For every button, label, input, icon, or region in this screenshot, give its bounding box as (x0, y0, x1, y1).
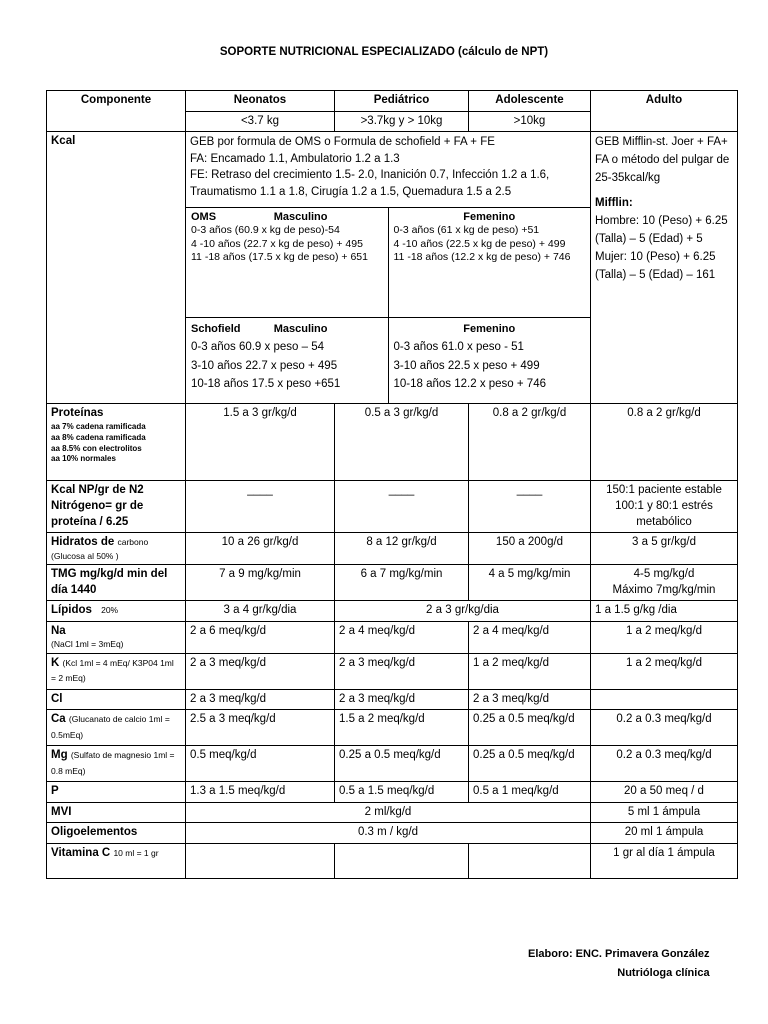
hidratos-row (47, 533, 738, 565)
na-neo: 2 a 6 meq/kg/d (186, 621, 335, 653)
header-adolescente: Adolescente (469, 91, 591, 112)
kcalnp-ado: ____ (469, 481, 591, 533)
oms-f-2: 4 -10 años (22.5 x kg de peso) + 499 (393, 237, 566, 250)
footer-line-2: Nutrióloga clínica (617, 966, 710, 979)
proteinas-note-1: aa 7% cadena ramificada (51, 422, 146, 431)
mg-neo: 0.5 meq/kg/d (186, 746, 335, 782)
header-pediatrico: Pediátrico (335, 91, 469, 112)
oms-femenino-label: Femenino (463, 210, 516, 223)
proteinas-note-4: aa 10% normales (51, 454, 116, 464)
hidratos-label-cell (47, 533, 186, 565)
cl-ped: 2 a 3 meq/kg/d (335, 689, 469, 710)
kcalnp-ped: ____ (335, 481, 469, 533)
p-ped: 0.5 a 1.5 meq/kg/d (335, 782, 469, 803)
ca-neo: 2.5 a 3 meq/kg/d (186, 710, 335, 746)
oms-f-1: 0-3 años (61 x kg de peso) +51 (393, 224, 540, 237)
header-componente: Componente (47, 91, 186, 132)
na-ped: 2 a 4 meq/kg/d (335, 621, 469, 653)
cl-adu (591, 689, 738, 710)
vitc-ped (335, 843, 469, 878)
proteinas-ped: 0.5 a 3 gr/kg/d (335, 404, 469, 481)
sch-f-2: 3-10 años 22.5 x peso + 499 (393, 359, 540, 372)
oms-f-3: 11 -18 años (12.2 x kg de peso) + 746 (393, 250, 571, 263)
schofield-label: Schofield (191, 322, 241, 335)
hidratos-label: Hidratos de (51, 536, 115, 549)
p-neo: 1.3 a 1.5 meq/kg/d (186, 782, 335, 803)
sch-f-1: 0-3 años 61.0 x peso - 51 (393, 341, 524, 354)
proteinas-adu: 0.8 a 2 gr/kg/d (591, 404, 738, 481)
proteinas-note-3: aa 8.5% con electrolitos (51, 443, 142, 453)
mg-note: (Sulfato de magnesio 1ml = 0.8 mEq) (51, 750, 175, 776)
k-label: K (51, 656, 60, 669)
cl-neo: 2 a 3 meq/kg/d (186, 689, 335, 710)
oms-masculino (186, 207, 388, 317)
sch-f-3: 10-18 años 12.2 x peso + 746 (393, 378, 546, 391)
kcal-adulto (591, 132, 738, 404)
proteinas-note-2: aa 8% cadena ramificada (51, 432, 146, 442)
vitc-row (47, 843, 738, 878)
tmg-neo: 7 a 9 mg/kg/min (186, 565, 335, 601)
lipidos-row (47, 601, 738, 622)
proteinas-neo: 1.5 a 3 gr/kg/d (186, 404, 335, 481)
oligo-row (47, 823, 738, 844)
kcalnp-label: Kcal NP/gr de N2 Nitrógeno= gr de proteína / 6.25 (47, 481, 186, 533)
proteinas-label-cell (47, 404, 186, 481)
na-row (47, 621, 738, 653)
na-note: (NaCl 1ml = 3mEq) (51, 639, 124, 650)
lipidos-pedado: 2 a 3 gr/kg/dia (335, 601, 591, 622)
ca-note: (Glucanato de calcio 1ml = 0.5mEq) (51, 714, 170, 740)
kcalnp-neo: ____ (186, 481, 335, 533)
k-row (47, 653, 738, 689)
oms-m-1: 0-3 años (60.9 x kg de peso)-54 (191, 224, 340, 237)
ca-label-cell (47, 710, 186, 746)
oms-femenino (388, 207, 590, 317)
sch-femenino-label: Femenino (463, 322, 516, 335)
header-row (47, 91, 738, 112)
sch-m-1: 0-3 años 60.9 x peso – 54 (191, 341, 324, 354)
ca-ped: 1.5 a 2 meq/kg/d (335, 710, 469, 746)
vitc-label: Vitamina C (51, 846, 111, 859)
k-label-cell (47, 653, 186, 689)
hidratos-label-small: carbono (117, 537, 149, 548)
ca-row (47, 710, 738, 746)
kcal-adult-mujer: Mujer: 10 (Peso) + 6.25 (Talla) – 5 (Edad) – 161 (595, 250, 716, 281)
oligo-mid: 0.3 m / kg/d (186, 823, 591, 844)
mvi-mid: 2 ml/kg/d (186, 802, 591, 823)
lipidos-neo: 3 a 4 gr/kg/dia (186, 601, 335, 622)
kcal-line-3: FE: Retraso del crecimiento 1.5- 2.0, Inanición 0.7, Infección 1.2 a 1.6, Traumatismo 1.1 a 1.8, Cirugía 1.2 a 1.5, Quemadura 1.5 a 2.5 (190, 169, 550, 199)
kcal-adult-hombre: Hombre: 10 (Peso) + 6.25 (Talla) – 5 (Edad) + 5 (595, 215, 728, 246)
k-ped: 2 a 3 meq/kg/d (335, 653, 469, 689)
header-adulto: Adulto (591, 91, 738, 132)
k-adu: 1 a 2 meq/kg/d (591, 653, 738, 689)
oms-masculino-label: Masculino (273, 210, 328, 223)
cl-ado: 2 a 3 meq/kg/d (469, 689, 591, 710)
kcal-line-1: GEB por formula de OMS o Formula de schofield + FA + FE (190, 136, 495, 149)
page-title: SOPORTE NUTRICIONAL ESPECIALIZADO (cálculo de NPT) (219, 46, 549, 58)
lipidos-adu: 1 a 1.5 g/kg /dia (591, 601, 738, 622)
schofield-femenino (388, 317, 590, 403)
tmg-ado: 4 a 5 mg/kg/min (469, 565, 591, 601)
hidratos-adu: 3 a 5 gr/kg/d (591, 533, 738, 565)
hidratos-note: (Glucosa al 50% ) (51, 550, 119, 561)
kcalnp-row (47, 481, 738, 533)
vitc-label-cell (47, 843, 186, 878)
p-label: P (47, 782, 186, 803)
cl-row (47, 689, 738, 710)
tmg-adu-2: Máximo 7mg/kg/min (612, 583, 716, 596)
kcal-label: Kcal (47, 132, 186, 404)
oms-table (186, 207, 590, 404)
na-ado: 2 a 4 meq/kg/d (469, 621, 591, 653)
p-row (47, 782, 738, 803)
tmg-label: TMG mg/kg/d min del día 1440 (47, 565, 186, 601)
kcalnp-adu: 150:1 paciente estable 100:1 y 80:1 estrés metabólico (591, 481, 738, 533)
lipidos-label-cell (47, 601, 186, 622)
vitc-note: 10 ml = 1 gr (113, 847, 159, 858)
oms-m-2: 4 -10 años (22.7 x kg de peso) + 495 (191, 237, 363, 250)
npt-table (46, 90, 738, 879)
kcal-adult-1: GEB Mifflin-st. Joer + FA+ FA o método del pulgar de 25-35kcal/kg (595, 136, 730, 184)
proteinas-row (47, 404, 738, 481)
oligo-adu: 20 ml 1 ámpula (591, 823, 738, 844)
kcal-line-2: FA: Encamado 1.1, Ambulatorio 1.2 a 1.3 (190, 152, 400, 165)
footer-line-1: Elaboro: ENC. Primavera González (528, 948, 710, 960)
schofield-masculino (186, 317, 388, 403)
tmg-row (47, 565, 738, 601)
hidratos-neo: 10 a 26 gr/kg/d (186, 533, 335, 565)
oms-label: OMS (191, 210, 217, 223)
footer-signature (528, 945, 710, 982)
ca-label: Ca (51, 713, 66, 726)
tmg-ped: 6 a 7 mg/kg/min (335, 565, 469, 601)
kcal-adult-mifflin: Mifflin: (595, 197, 633, 210)
sch-m-2: 3-10 años 22.7 x peso + 495 (191, 359, 338, 372)
mvi-label: MVI (47, 802, 186, 823)
hidratos-ado: 150 a 200g/d (469, 533, 591, 565)
mvi-row (47, 802, 738, 823)
kcal-formulas (186, 132, 591, 404)
mg-ado: 0.25 a 0.5 meq/kg/d (469, 746, 591, 782)
oligo-label: Oligoelementos (47, 823, 186, 844)
kcal-row (47, 132, 738, 404)
sch-masculino-label: Masculino (273, 322, 328, 335)
p-adu: 20 a 50 meq / d (591, 782, 738, 803)
weight-neonatos: <3.7 kg (186, 111, 335, 132)
k-note: (Kcl 1ml = 4 mEq/ K3P04 1ml = 2 mEq) (51, 657, 174, 684)
mg-label: Mg (51, 749, 68, 762)
vitc-neo (186, 843, 335, 878)
oms-m-3: 11 -18 años (17.5 x kg de peso) + 651 (191, 250, 368, 263)
header-neonatos: Neonatos (186, 91, 335, 112)
k-neo: 2 a 3 meq/kg/d (186, 653, 335, 689)
mg-adu: 0.2 a 0.3 meq/kg/d (591, 746, 738, 782)
ca-adu: 0.2 a 0.3 meq/kg/d (591, 710, 738, 746)
hidratos-ped: 8 a 12 gr/kg/d (335, 533, 469, 565)
tmg-adu-cell (591, 565, 738, 601)
tmg-adu-1: 4-5 mg/kg/d (633, 568, 695, 581)
lipidos-pct: 20% (101, 605, 119, 616)
mvi-adu: 5 ml 1 ámpula (591, 802, 738, 823)
proteinas-ado: 0.8 a 2 gr/kg/d (469, 404, 591, 481)
weight-pediatrico: >3.7kg y > 10kg (335, 111, 469, 132)
mg-ped: 0.25 a 0.5 meq/kg/d (335, 746, 469, 782)
mg-row (47, 746, 738, 782)
ca-ado: 0.25 a 0.5 meq/kg/d (469, 710, 591, 746)
na-label-cell (47, 621, 186, 653)
vitc-ado (469, 843, 591, 878)
sch-m-3: 10-18 años 17.5 x peso +651 (191, 378, 341, 391)
mg-label-cell (47, 746, 186, 782)
k-ado: 1 a 2 meq/kg/d (469, 653, 591, 689)
vitc-adu: 1 gr al día 1 ámpula (591, 843, 738, 878)
lipidos-label: Lípidos (51, 604, 92, 617)
proteinas-label: Proteínas (51, 407, 104, 420)
weight-adolescente: >10kg (469, 111, 591, 132)
p-ado: 0.5 a 1 meq/kg/d (469, 782, 591, 803)
na-adu: 1 a 2 meq/kg/d (591, 621, 738, 653)
na-label: Na (51, 624, 66, 637)
cl-label: Cl (47, 689, 186, 710)
